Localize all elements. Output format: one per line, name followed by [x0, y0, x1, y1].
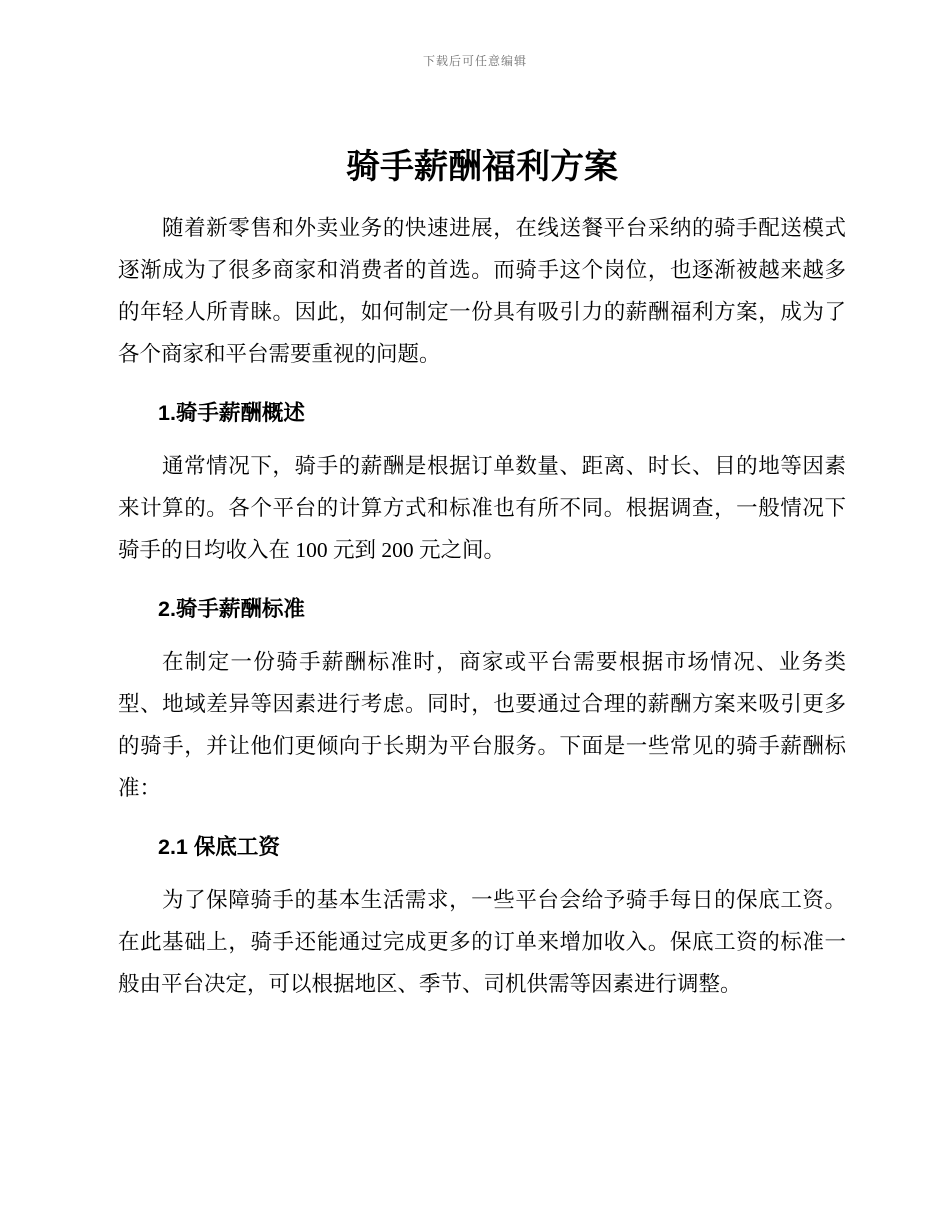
- section-heading-base-salary: 2.1 保底工资: [158, 835, 280, 859]
- intro-paragraph: 随着新零售和外卖业务的快速进展，在线送餐平台采纳的骑手配送模式逐渐成为了很多商家和消费者的首选。而骑手这个岗位，也逐渐被越来越多的年轻人所青睐。因此，如何制定一份具有吸引力的薪酬福利方案，成为了各个商家和平台需要重视的问题。: [118, 216, 846, 366]
- download-edit-note: 下载后可任意编辑: [422, 54, 527, 68]
- document-content: [118, 143, 846, 1005]
- document-title: 骑手薪酬福利方案: [346, 148, 618, 186]
- salary-standard-paragraph: 在制定一份骑手薪酬标准时，商家或平台需要根据市场情况、业务类型、地域差异等因素进行考虑。同时，也要通过合理的薪酬方案来吸引更多的骑手，并让他们更倾向于长期为平台服务。下面是一些常见的骑手薪酬标准：: [118, 650, 846, 800]
- section-heading-salary-standard: 2.骑手薪酬标准: [158, 597, 305, 621]
- salary-overview-paragraph: 通常情况下，骑手的薪酬是根据订单数量、距离、时长、目的地等因素来计算的。各个平台的计算方式和标准也有所不同。根据调查，一般情况下骑手的日均收入在 100 元到 200 元之间。: [118, 454, 846, 562]
- section-heading-salary-overview: 1.骑手薪酬概述: [158, 401, 305, 425]
- base-salary-paragraph: 为了保障骑手的基本生活需求，一些平台会给予骑手每日的保底工资。在此基础上，骑手还能通过完成更多的订单来增加收入。保底工资的标准一般由平台决定，可以根据地区、季节、司机供需等因素进行调整。: [118, 888, 846, 996]
